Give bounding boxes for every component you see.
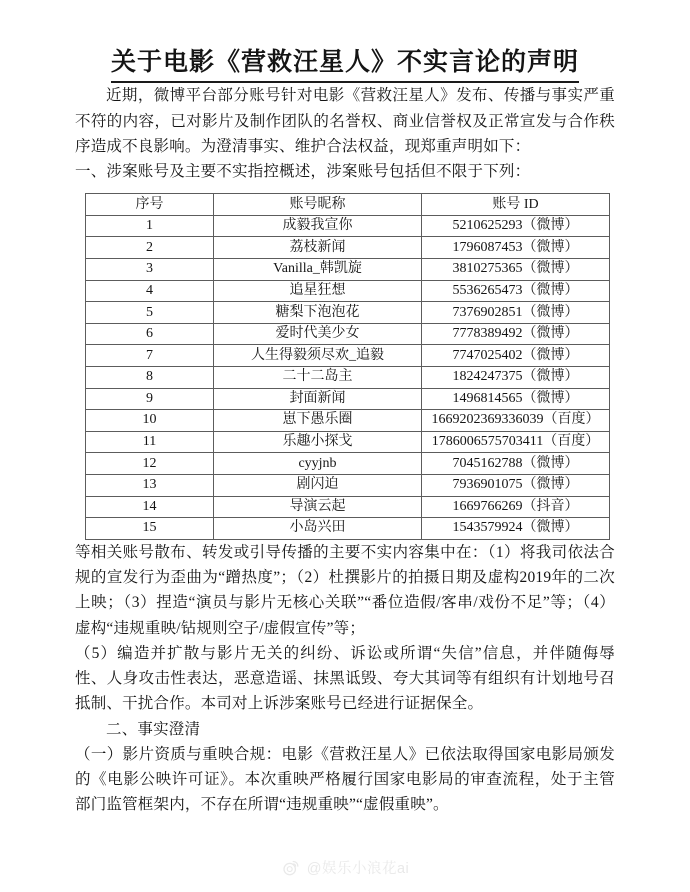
cell-account-id: 7778389492（微博） [422, 323, 610, 345]
cell-index: 3 [86, 259, 214, 281]
table-row [86, 215, 610, 237]
cell-nickname: 糖梨下泡泡花 [214, 302, 422, 324]
table-row [86, 474, 610, 496]
page-title [75, 0, 615, 83]
table-row [86, 431, 610, 453]
cell-index: 5 [86, 302, 214, 324]
cell-nickname: 乐趣小探戈 [214, 431, 422, 453]
cell-nickname: 人生得毅须尽欢_追毅 [214, 345, 422, 367]
cell-nickname: 追星狂想 [214, 280, 422, 302]
watermark [0, 857, 690, 878]
table-header-row [86, 194, 610, 216]
cell-index: 6 [86, 323, 214, 345]
table-row [86, 453, 610, 475]
page-title-text: 关于电影《营救汪星人》不实言论的声明 [111, 47, 579, 83]
cell-account-id: 1543579924（微博） [422, 518, 610, 540]
cell-nickname: 二十二岛主 [214, 367, 422, 389]
table-row [86, 280, 610, 302]
cell-nickname: cyyjnb [214, 453, 422, 475]
cell-account-id: 1796087453（微博） [422, 237, 610, 259]
weibo-logo-icon [281, 858, 300, 877]
table-row [86, 323, 610, 345]
cell-index: 8 [86, 367, 214, 389]
table-row [86, 302, 610, 324]
cell-account-id: 7045162788（微博） [422, 453, 610, 475]
cell-index: 4 [86, 280, 214, 302]
cell-nickname: 崽下愚乐圈 [214, 410, 422, 432]
cell-nickname: Vanilla_韩凯旋 [214, 259, 422, 281]
cell-account-id: 3810275365（微博） [422, 259, 610, 281]
cell-account-id: 7936901075（微博） [422, 474, 610, 496]
section-one-heading: 一、涉案账号及主要不实指控概述，涉案账号包括但不限于下列： [75, 163, 531, 180]
table-row [86, 237, 610, 259]
cell-account-id: 5536265473（微博） [422, 280, 610, 302]
accounts-table-body [86, 215, 610, 539]
table-row [86, 518, 610, 540]
table-row [86, 345, 610, 367]
cell-nickname: 导演云起 [214, 496, 422, 518]
cell-nickname: 封面新闻 [214, 388, 422, 410]
table-row [86, 496, 610, 518]
table-row [86, 388, 610, 410]
cell-account-id: 1669202369336039（百度） [422, 410, 610, 432]
cell-account-id: 5210625293（微博） [422, 215, 610, 237]
cell-account-id: 7376902851（微博） [422, 302, 610, 324]
table-row [86, 410, 610, 432]
cell-index: 15 [86, 518, 214, 540]
cell-nickname: 剧闪迫 [214, 474, 422, 496]
watermark-handle: @娱乐小浪花ai [306, 861, 410, 877]
cell-index: 13 [86, 474, 214, 496]
accounts-table [85, 193, 610, 540]
column-header-index: 序号 [86, 194, 214, 216]
cell-nickname: 荔枝新闻 [214, 237, 422, 259]
accounts-table-head [86, 194, 610, 216]
cell-account-id: 7747025402（微博） [422, 345, 610, 367]
intro-paragraph: 近期，微博平台部分账号针对电影《营救汪星人》发布、传播与事实严重不符的内容，已对影片及制作团队的名誉权、商业信誉权及正常宣发与合作秩序造成不良影响。为澄清事实、维护合法权益，现郑重声明如下： [75, 87, 615, 155]
fact-clarification-paragraph: （一）影片资质与重映合规：电影《营救汪星人》已依法取得国家电影局颁发的《电影公映许可证》。本次重映严格履行国家电影局的审查流程，处于主管部门监管框架内，不存在所谓“违规重映”“虚假重映”。 [75, 745, 615, 814]
cell-index: 10 [86, 410, 214, 432]
table-row [86, 367, 610, 389]
cell-account-id: 1786006575703411（百度） [422, 431, 610, 453]
cell-index: 1 [86, 215, 214, 237]
cell-nickname: 爱时代美少女 [214, 323, 422, 345]
cell-index: 14 [86, 496, 214, 518]
cell-index: 2 [86, 237, 214, 259]
table-row [86, 259, 610, 281]
cell-account-id: 1824247375（微博） [422, 367, 610, 389]
cell-account-id: 1496814565（微博） [422, 388, 610, 410]
section-two-heading: 二、事实澄清 [106, 720, 201, 738]
item-five-paragraph: （5）编造并扩散与影片无关的纠纷、诉讼或所谓“失信”信息，并伴随侮辱性、人身攻击性表达，恶意造谣、抹黑诋毁、夸大其词等有组织有计划地号召抵制、干扰合作。本司对上诉涉案账号已经进行证据保全。 [75, 644, 615, 713]
cell-nickname: 小岛兴田 [214, 518, 422, 540]
column-header-account-id: 账号 ID [422, 194, 610, 216]
cell-index: 7 [86, 345, 214, 367]
cell-index: 9 [86, 388, 214, 410]
unfounded-claims-paragraph: 等相关账号散布、转发或引导传播的主要不实内容集中在：（1）将我司依法合规的宣发行为歪曲为“蹭热度”；（2）杜撰影片的拍摄日期及虚构2019年的二次上映；（3）捏造“演员与影片无核心关联”“番位造假/客串/戏份不足”等；（4）虚构“违规重映/钻规则空子/虚假宣传”等； [75, 543, 615, 637]
cell-index: 12 [86, 453, 214, 475]
cell-nickname: 成毅我宣你 [214, 215, 422, 237]
cell-index: 11 [86, 431, 214, 453]
document-body [75, 0, 615, 818]
column-header-nickname: 账号昵称 [214, 194, 422, 216]
cell-account-id: 1669766269（抖音） [422, 496, 610, 518]
